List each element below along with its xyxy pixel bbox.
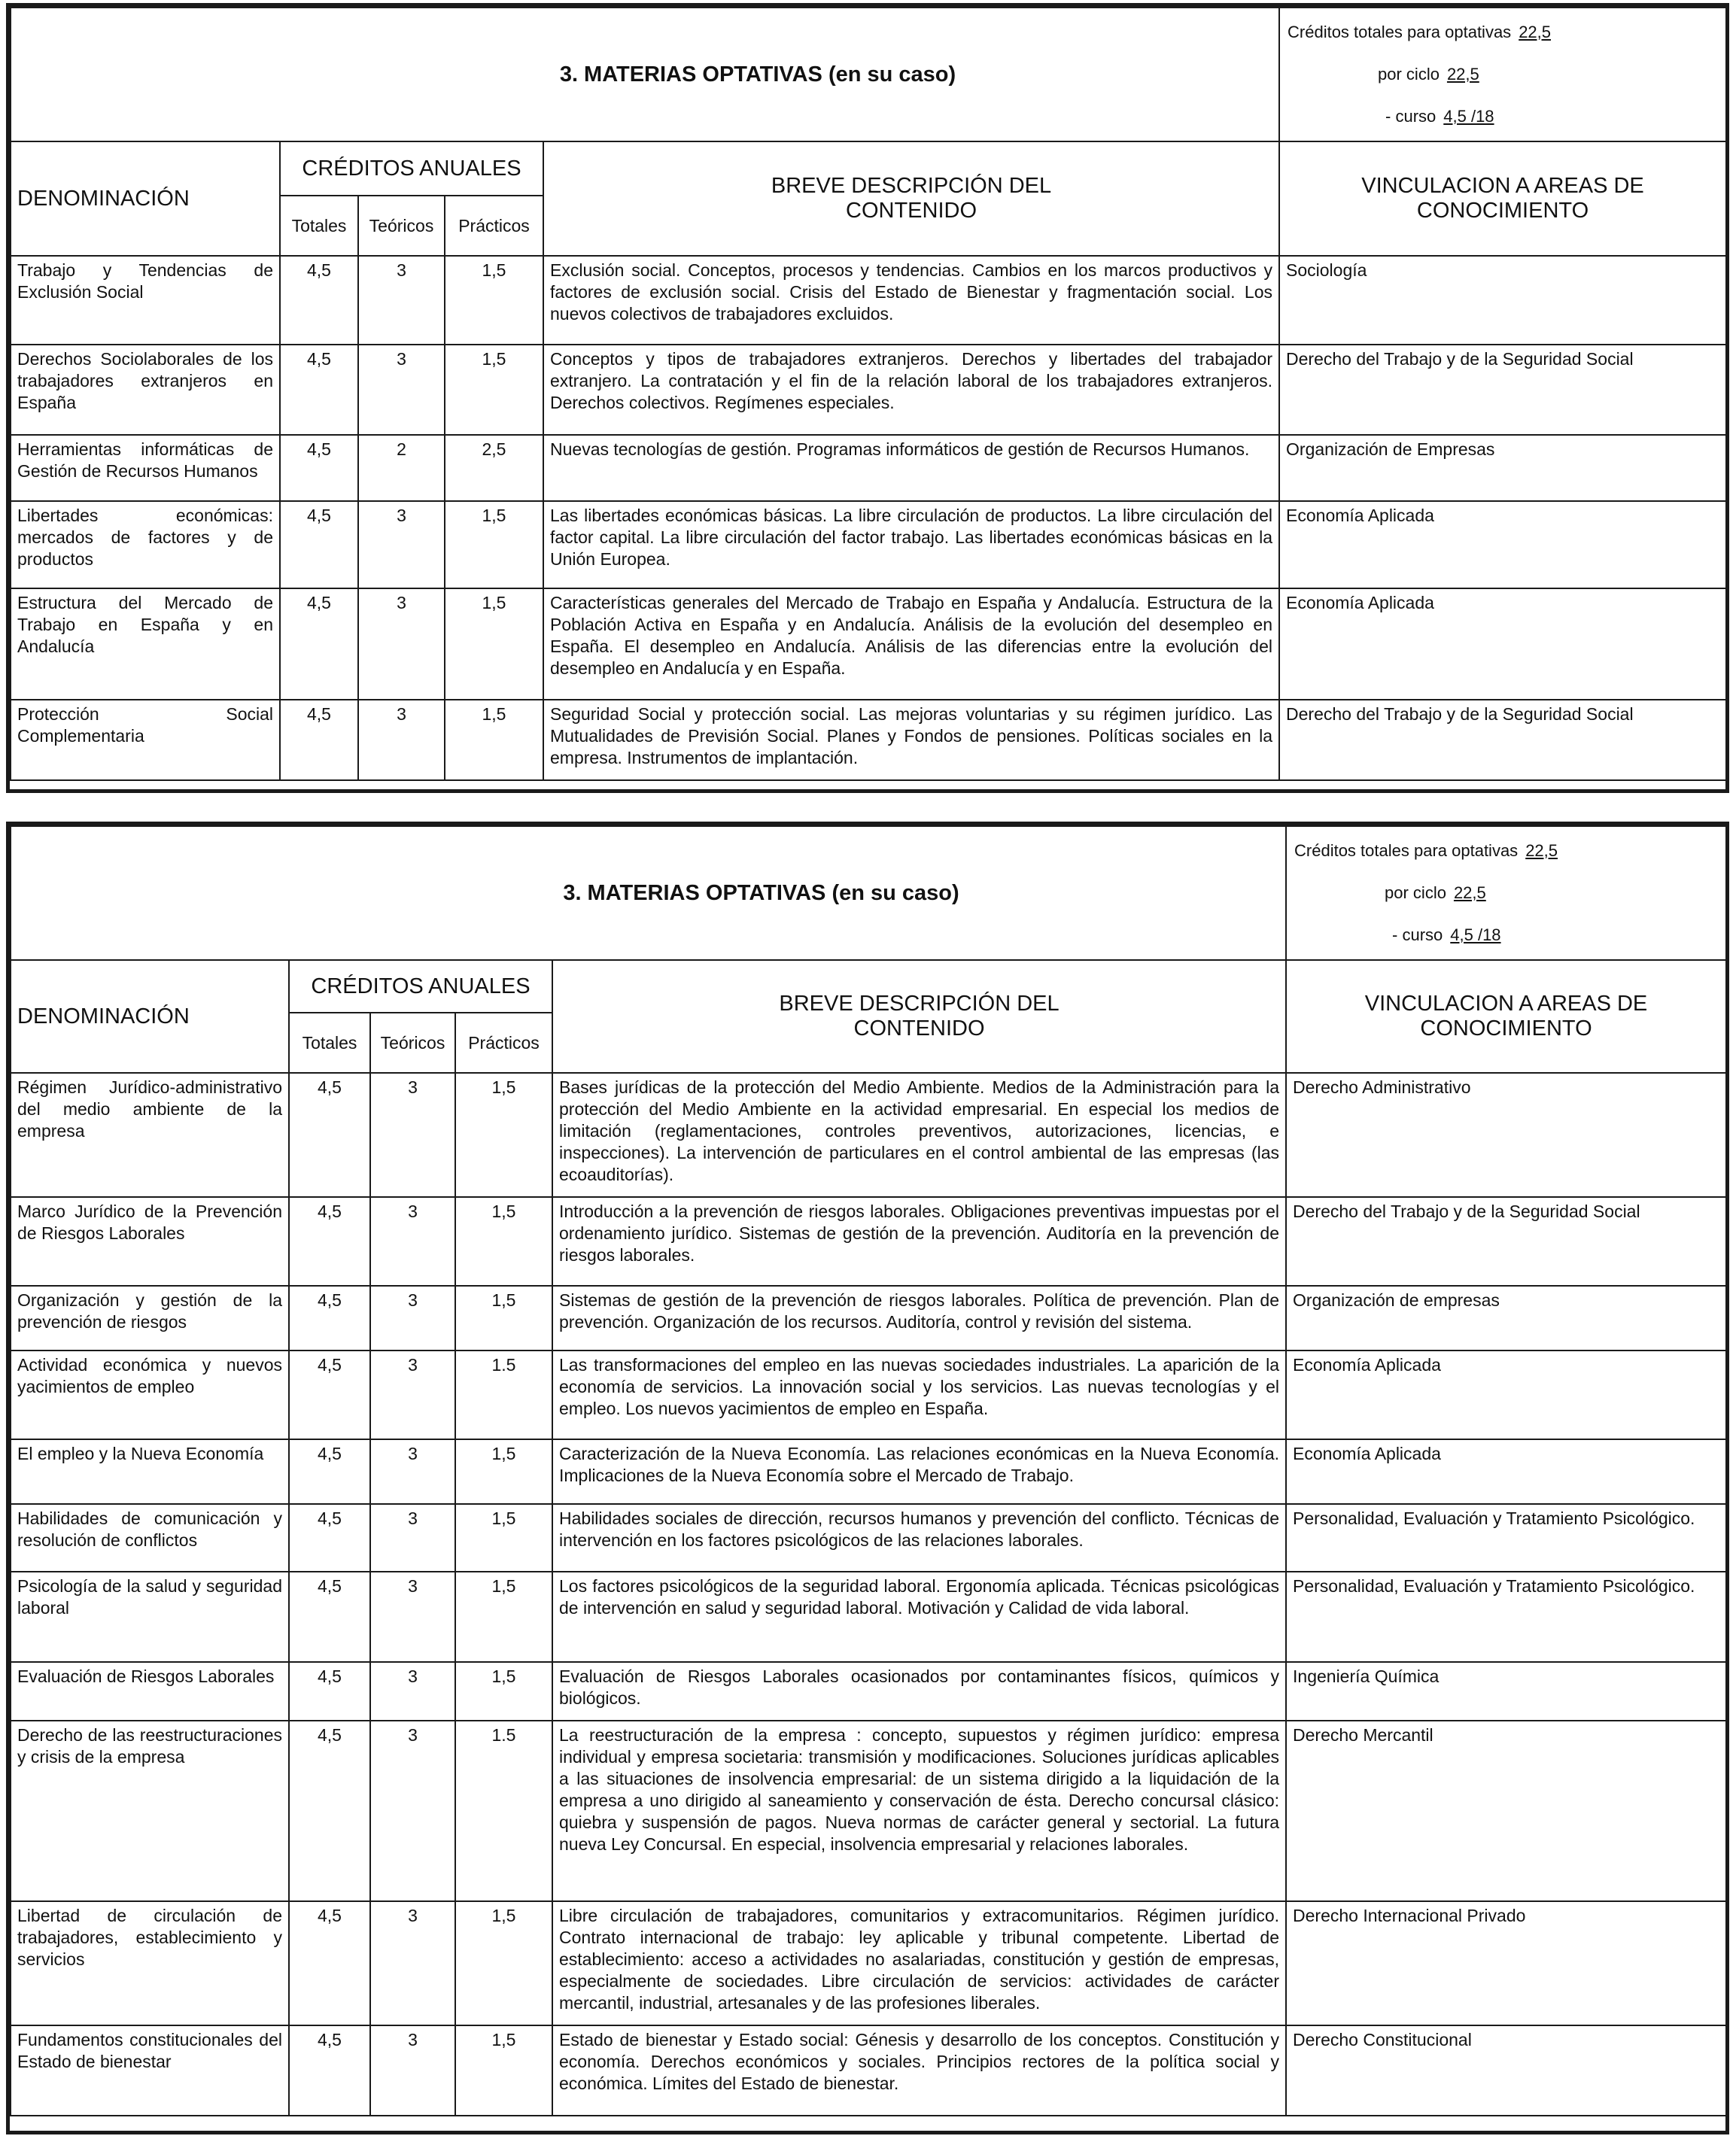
credits-practice: 1,5 xyxy=(455,1662,552,1721)
denominacion-header: DENOMINACIÓN xyxy=(11,960,289,1073)
subject-row xyxy=(11,1721,1726,1901)
credits-theory: 3 xyxy=(358,256,445,345)
optional-subjects-sheet-2 xyxy=(6,822,1729,2134)
credits-practice: 1,5 xyxy=(455,1901,552,2025)
credits-total-value: 22,5 xyxy=(1525,841,1558,860)
credits-practice: 1,5 xyxy=(455,1504,552,1572)
credits-total: 4,5 xyxy=(289,1073,370,1197)
subject-description: Las libertades económicas básicas. La libre circulación de productos. La libre circulación del factor capital. La libre circulación del factor trabajo. Las libertades económicas básicas en la Unión Europea. xyxy=(543,501,1279,588)
credits-total: 4,5 xyxy=(280,435,358,501)
subjects-table-2 xyxy=(10,825,1727,2116)
knowledge-area: Personalidad, Evaluación y Tratamiento Psicológico. xyxy=(1286,1572,1726,1662)
optional-subjects-sheet-1 xyxy=(6,3,1729,793)
credits-theory: 3 xyxy=(370,1901,455,2025)
subject-name: El empleo y la Nueva Economía xyxy=(11,1439,289,1504)
subject-description: Seguridad Social y protección social. Las mejoras voluntarias y su régimen jurídico. Las Mutualidades de Previsión Social. Planes y Fondos de pensiones. Políticas sociales en la empresa. Instrumentos de implantación. xyxy=(543,700,1279,780)
teoricos-header: Teóricos xyxy=(358,196,445,256)
credits-practice: 1,5 xyxy=(445,256,543,345)
credits-theory: 3 xyxy=(370,1662,455,1721)
credits-theory: 3 xyxy=(358,700,445,780)
subject-name: Marco Jurídico de la Prevención de Riesgos Laborales xyxy=(11,1197,289,1286)
credits-total: 4,5 xyxy=(289,1901,370,2025)
credits-practice: 1,5 xyxy=(455,2025,552,2116)
credits-total: 4,5 xyxy=(280,345,358,435)
subject-description: Bases jurídicas de la protección del Medio Ambiente. Medios de la Administración para la protección del Medio Ambiente en la actividad empresarial. En especial los medios de limitación (reglamentaciones, controles preventivos, autorizaciones, licencias, e inspecciones). La intervención de particulares en el control ambiental de las empresas (las ecoauditorías). xyxy=(552,1073,1286,1197)
credits-theory: 3 xyxy=(370,1572,455,1662)
subject-name: Régimen Jurídico-administrativo del medio ambiente de la empresa xyxy=(11,1073,289,1197)
subject-description: Libre circulación de trabajadores, comunitarios y extracomunitarios. Régimen jurídico. Contrato internacional de trabajo: ley aplicable y tribunal competente. Libertad de establecimiento: acceso a actividades no asalariadas, constitución y gestión de empresas, especialmente de sociedades. Libre circulación de servicios: actividades de carácter mercantil, industrial, artesanales y de las profesiones liberales. xyxy=(552,1901,1286,2025)
subject-description: Sistemas de gestión de la prevención de riesgos laborales. Política de prevención. Plan de prevención. Organización de los recursos. Auditoría, control y revisión del sistema. xyxy=(552,1286,1286,1351)
credits-theory: 3 xyxy=(358,588,445,700)
creditos-anuales-header: CRÉDITOS ANUALES xyxy=(280,141,543,196)
subject-row xyxy=(11,345,1726,435)
course-label: - curso xyxy=(1385,107,1437,126)
subject-row xyxy=(11,1286,1726,1351)
subject-row xyxy=(11,700,1726,780)
knowledge-area: Derecho del Trabajo y de la Seguridad Social xyxy=(1279,700,1726,780)
subject-row xyxy=(11,1901,1726,2025)
credits-summary xyxy=(1286,826,1726,960)
subject-name: Derechos Sociolaborales de los trabajadores extranjeros en España xyxy=(11,345,280,435)
subject-description: Estado de bienestar y Estado social: Génesis y desarrollo de los conceptos. Constitución y economía. Derechos económicos y sociales. Principios rectores de la política social y económica. Límites del Estado de bienestar. xyxy=(552,2025,1286,2116)
subjects-table-1 xyxy=(10,7,1727,781)
subjects-rows-2 xyxy=(11,1073,1726,2116)
credits-theory: 2 xyxy=(358,435,445,501)
credits-theory: 3 xyxy=(370,1504,455,1572)
credits-practice: 1.5 xyxy=(455,1351,552,1439)
credits-theory: 3 xyxy=(370,1721,455,1901)
subject-description: La reestructuración de la empresa : concepto, supuestos y régimen jurídico: empresa individual y empresa societaria: transmisión y modificaciones. Soluciones jurídicas aplicables a las situaciones de insolvencia empresarial: de un sistema dirigido a la liquidación de la empresa a uno dirigido al saneamiento y conservación de ésta. Derecho concursal clásico: quiebra y suspensión de pagos. Nueva normas de carácter general y sectorial. La futura nueva Ley Concursal. En especial, insolvencia empresarial y relaciones laborales. xyxy=(552,1721,1286,1901)
per-cycle-label: por ciclo xyxy=(1385,883,1446,902)
course-label: - curso xyxy=(1392,925,1443,944)
credits-total-value: 22,5 xyxy=(1519,23,1552,41)
denominacion-header: DENOMINACIÓN xyxy=(11,141,280,256)
subject-row xyxy=(11,1197,1726,1286)
teoricos-header: Teóricos xyxy=(370,1013,455,1073)
totales-header: Totales xyxy=(280,196,358,256)
credits-practice: 2,5 xyxy=(445,435,543,501)
credits-total: 4,5 xyxy=(289,1439,370,1504)
section-title: 3. MATERIAS OPTATIVAS (en su caso) xyxy=(11,826,1286,960)
credits-total: 4,5 xyxy=(280,256,358,345)
subject-name: Fundamentos constitucionales del Estado de bienestar xyxy=(11,2025,289,2116)
subject-name: Trabajo y Tendencias de Exclusión Social xyxy=(11,256,280,345)
subject-name: Protección Social Complementaria xyxy=(11,700,280,780)
credits-practice: 1,5 xyxy=(455,1073,552,1197)
per-cycle-label: por ciclo xyxy=(1378,65,1440,84)
credits-total-label: Créditos totales para optativas xyxy=(1288,23,1512,41)
subject-description: Caracterización de la Nueva Economía. Las relaciones económicas en la Nueva Economía. Implicaciones de la Nueva Economía sobre el Mercado de Trabajo. xyxy=(552,1439,1286,1504)
credits-practice: 1,5 xyxy=(445,501,543,588)
subject-row xyxy=(11,1504,1726,1572)
subject-description: Introducción a la prevención de riesgos laborales. Obligaciones preventivas impuestas por el ordenamiento jurídico. Sistemas de gestión de la prevención. Auditoría en la prevención de riesgos laborales. xyxy=(552,1197,1286,1286)
subject-description: Las transformaciones del empleo en las nuevas sociedades industriales. La aparición de la economía de servicios. La innovación social y los servicios. Las nuevas tecnologías y el empleo. Los nuevos yacimientos de empleo en España. xyxy=(552,1351,1286,1439)
credits-total: 4,5 xyxy=(289,1721,370,1901)
totales-header: Totales xyxy=(289,1013,370,1073)
subject-name: Psicología de la salud y seguridad laboral xyxy=(11,1572,289,1662)
vinculacion-header: VINCULACION A AREAS DE CONOCIMIENTO xyxy=(1286,960,1726,1073)
knowledge-area: Personalidad, Evaluación y Tratamiento Psicológico. xyxy=(1286,1504,1726,1572)
credits-practice: 1,5 xyxy=(445,345,543,435)
credits-total: 4,5 xyxy=(289,1572,370,1662)
subject-name: Herramientas informáticas de Gestión de Recursos Humanos xyxy=(11,435,280,501)
knowledge-area: Ingeniería Química xyxy=(1286,1662,1726,1721)
subject-description: Habilidades sociales de dirección, recursos humanos y prevención del conflicto. Técnicas de intervención en los factores psicológicos de las relaciones laborales. xyxy=(552,1504,1286,1572)
credits-theory: 3 xyxy=(370,1286,455,1351)
per-cycle-value: 22,5 xyxy=(1453,883,1486,902)
subject-name: Habilidades de comunicación y resolución de conflictos xyxy=(11,1504,289,1572)
credits-theory: 3 xyxy=(370,1197,455,1286)
credits-theory: 3 xyxy=(370,1351,455,1439)
subject-description: Nuevas tecnologías de gestión. Programas informáticos de gestión de Recursos Humanos. xyxy=(543,435,1279,501)
credits-total: 4,5 xyxy=(280,501,358,588)
credits-practice: 1,5 xyxy=(445,700,543,780)
credits-practice: 1,5 xyxy=(445,588,543,700)
credits-theory: 3 xyxy=(358,501,445,588)
subject-row xyxy=(11,588,1726,700)
credits-practice: 1.5 xyxy=(455,1721,552,1901)
credits-theory: 3 xyxy=(370,1439,455,1504)
subject-description: Evaluación de Riesgos Laborales ocasionados por contaminantes físicos, químicos y biológicos. xyxy=(552,1662,1286,1721)
credits-practice: 1,5 xyxy=(455,1286,552,1351)
knowledge-area: Derecho Mercantil xyxy=(1286,1721,1726,1901)
knowledge-area: Organización de empresas xyxy=(1286,1286,1726,1351)
practicos-header: Prácticos xyxy=(445,196,543,256)
subject-row xyxy=(11,2025,1726,2116)
subject-name: Libertades económicas: mercados de factores y de productos xyxy=(11,501,280,588)
credits-total: 4,5 xyxy=(289,1351,370,1439)
knowledge-area: Economía Aplicada xyxy=(1279,588,1726,700)
knowledge-area: Derecho del Trabajo y de la Seguridad Social xyxy=(1279,345,1726,435)
practicos-header: Prácticos xyxy=(455,1013,552,1073)
per-cycle-value: 22,5 xyxy=(1446,65,1479,84)
credits-total: 4,5 xyxy=(280,588,358,700)
vinculacion-header: VINCULACION A AREAS DE CONOCIMIENTO xyxy=(1279,141,1726,256)
knowledge-area: Derecho del Trabajo y de la Seguridad Social xyxy=(1286,1197,1726,1286)
subject-row xyxy=(11,256,1726,345)
descripcion-header: BREVE DESCRIPCIÓN DEL CONTENIDO xyxy=(552,960,1286,1073)
subject-name: Libertad de circulación de trabajadores, establecimiento y servicios xyxy=(11,1901,289,2025)
subject-row xyxy=(11,1073,1726,1197)
descripcion-header: BREVE DESCRIPCIÓN DEL CONTENIDO xyxy=(543,141,1279,256)
credits-theory: 3 xyxy=(370,2025,455,2116)
knowledge-area: Organización de Empresas xyxy=(1279,435,1726,501)
subject-description: Conceptos y tipos de trabajadores extranjeros. Derechos y libertades del trabajador extranjero. La contratación y el fin de la relación laboral de los trabajadores extranjeros. Derechos colectivos. Regímenes especiales. xyxy=(543,345,1279,435)
credits-total: 4,5 xyxy=(289,1197,370,1286)
knowledge-area: Economía Aplicada xyxy=(1279,501,1726,588)
subject-row xyxy=(11,1351,1726,1439)
course-value: 4,5 /18 xyxy=(1450,925,1501,944)
credits-total: 4,5 xyxy=(289,1286,370,1351)
knowledge-area: Derecho Constitucional xyxy=(1286,2025,1726,2116)
credits-total: 4,5 xyxy=(289,2025,370,2116)
subject-row xyxy=(11,1439,1726,1504)
subject-name: Actividad económica y nuevos yacimientos de empleo xyxy=(11,1351,289,1439)
credits-total: 4,5 xyxy=(280,700,358,780)
subject-name: Organización y gestión de la prevención de riesgos xyxy=(11,1286,289,1351)
knowledge-area: Economía Aplicada xyxy=(1286,1439,1726,1504)
knowledge-area: Derecho Internacional Privado xyxy=(1286,1901,1726,2025)
credits-practice: 1,5 xyxy=(455,1197,552,1286)
subject-name: Derecho de las reestructuraciones y crisis de la empresa xyxy=(11,1721,289,1901)
credits-practice: 1,5 xyxy=(455,1439,552,1504)
subject-name: Estructura del Mercado de Trabajo en España y en Andalucía xyxy=(11,588,280,700)
creditos-anuales-header: CRÉDITOS ANUALES xyxy=(289,960,552,1013)
subject-row xyxy=(11,501,1726,588)
subject-row xyxy=(11,1572,1726,1662)
credits-total-label: Créditos totales para optativas xyxy=(1294,841,1519,860)
credits-summary xyxy=(1279,8,1726,141)
subject-row xyxy=(11,1662,1726,1721)
subject-description: Los factores psicológicos de la seguridad laboral. Ergonomía aplicada. Técnicas psicológicas de intervención en salud y seguridad laboral. Motivación y Calidad de vida laboral. xyxy=(552,1572,1286,1662)
section-title: 3. MATERIAS OPTATIVAS (en su caso) xyxy=(11,8,1279,141)
credits-theory: 3 xyxy=(358,345,445,435)
subjects-rows-1 xyxy=(11,256,1726,780)
knowledge-area: Sociología xyxy=(1279,256,1726,345)
course-value: 4,5 /18 xyxy=(1443,107,1494,126)
subject-description: Exclusión social. Conceptos, procesos y tendencias. Cambios en los marcos productivos y factores de exclusión social. Crisis del Estado de Bienestar y fragmentación social. Los nuevos colectivos de trabajadores excluidos. xyxy=(543,256,1279,345)
subject-name: Evaluación de Riesgos Laborales xyxy=(11,1662,289,1721)
subject-row xyxy=(11,435,1726,501)
credits-theory: 3 xyxy=(370,1073,455,1197)
knowledge-area: Derecho Administrativo xyxy=(1286,1073,1726,1197)
knowledge-area: Economía Aplicada xyxy=(1286,1351,1726,1439)
credits-practice: 1,5 xyxy=(455,1572,552,1662)
credits-total: 4,5 xyxy=(289,1662,370,1721)
subject-description: Características generales del Mercado de Trabajo en España y Andalucía. Estructura de la Población Activa en España y en Andalucía. Análisis de la evolución del desempleo en España. El desempleo en Andalucía. Análisis de las diferencias entre la evolución del desempleo en Andalucía y en España. xyxy=(543,588,1279,700)
credits-total: 4,5 xyxy=(289,1504,370,1572)
